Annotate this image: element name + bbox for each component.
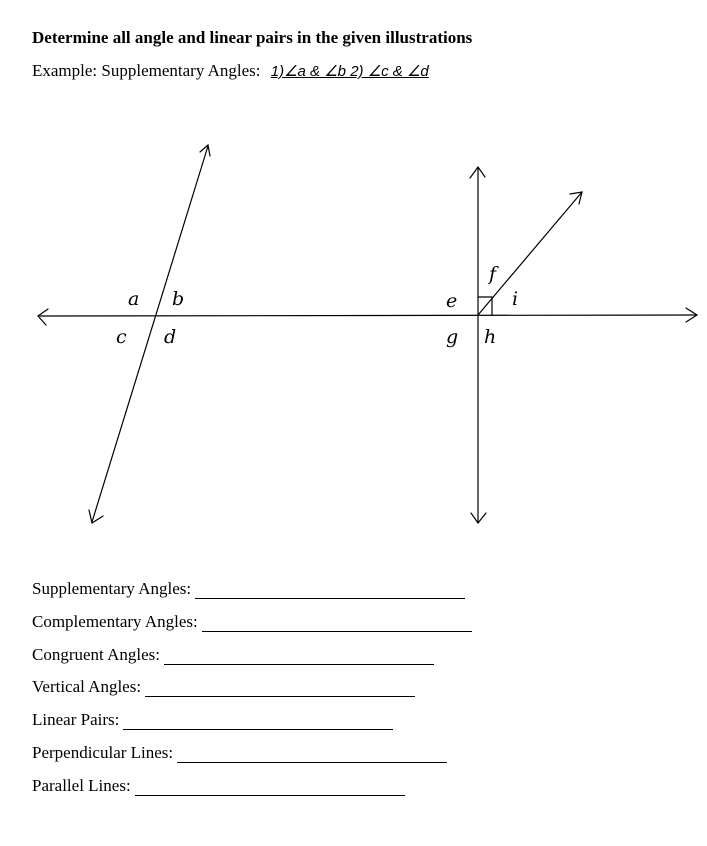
worksheet-title: Determine all angle and linear pairs in the given illustrations [32, 28, 473, 47]
left-transversal [92, 146, 208, 522]
question-perpendicular [32, 743, 447, 765]
angle-label-e: e [446, 290, 458, 312]
transversal-bottom-arrowhead [89, 510, 103, 523]
question-label: Linear Pairs: [32, 710, 120, 729]
question-congruent [32, 645, 434, 667]
horizontal-left-arrowhead [38, 309, 48, 325]
example-label: Example: Supplementary Angles: [32, 61, 261, 80]
answer-blank[interactable] [123, 715, 393, 730]
question-label: Supplementary Angles: [32, 579, 192, 598]
example-answer: 1)∠a & ∠b 2) ∠c & ∠d [270, 63, 429, 80]
question-complementary [32, 612, 472, 634]
answer-blank[interactable] [177, 748, 447, 763]
answer-blank[interactable] [145, 682, 415, 697]
angle-label-b: b [172, 288, 185, 310]
angle-label-g: g [446, 326, 459, 348]
angle-label-f: f [489, 263, 497, 285]
question-vertical [32, 677, 415, 699]
question-supplementary [32, 579, 465, 601]
question-label: Perpendicular Lines: [32, 743, 174, 762]
angle-label-h: h [484, 326, 497, 348]
angle-label-d: d [164, 326, 177, 348]
question-label: Parallel Lines: [32, 776, 131, 795]
angle-label-a: a [128, 288, 140, 310]
question-linear-pairs [32, 710, 393, 732]
angle-label-i: i [512, 288, 519, 310]
answer-blank[interactable] [202, 617, 472, 632]
answer-blank[interactable] [135, 781, 405, 796]
diagonal-ray [478, 192, 582, 315]
horizontal-line [40, 315, 697, 316]
question-label: Complementary Angles: [32, 612, 198, 631]
question-parallel [32, 776, 405, 798]
question-label: Congruent Angles: [32, 645, 160, 664]
question-label: Vertical Angles: [32, 677, 142, 696]
angle-label-c: c [116, 326, 127, 348]
answer-blank[interactable] [195, 584, 465, 599]
answer-blank[interactable] [164, 650, 434, 665]
